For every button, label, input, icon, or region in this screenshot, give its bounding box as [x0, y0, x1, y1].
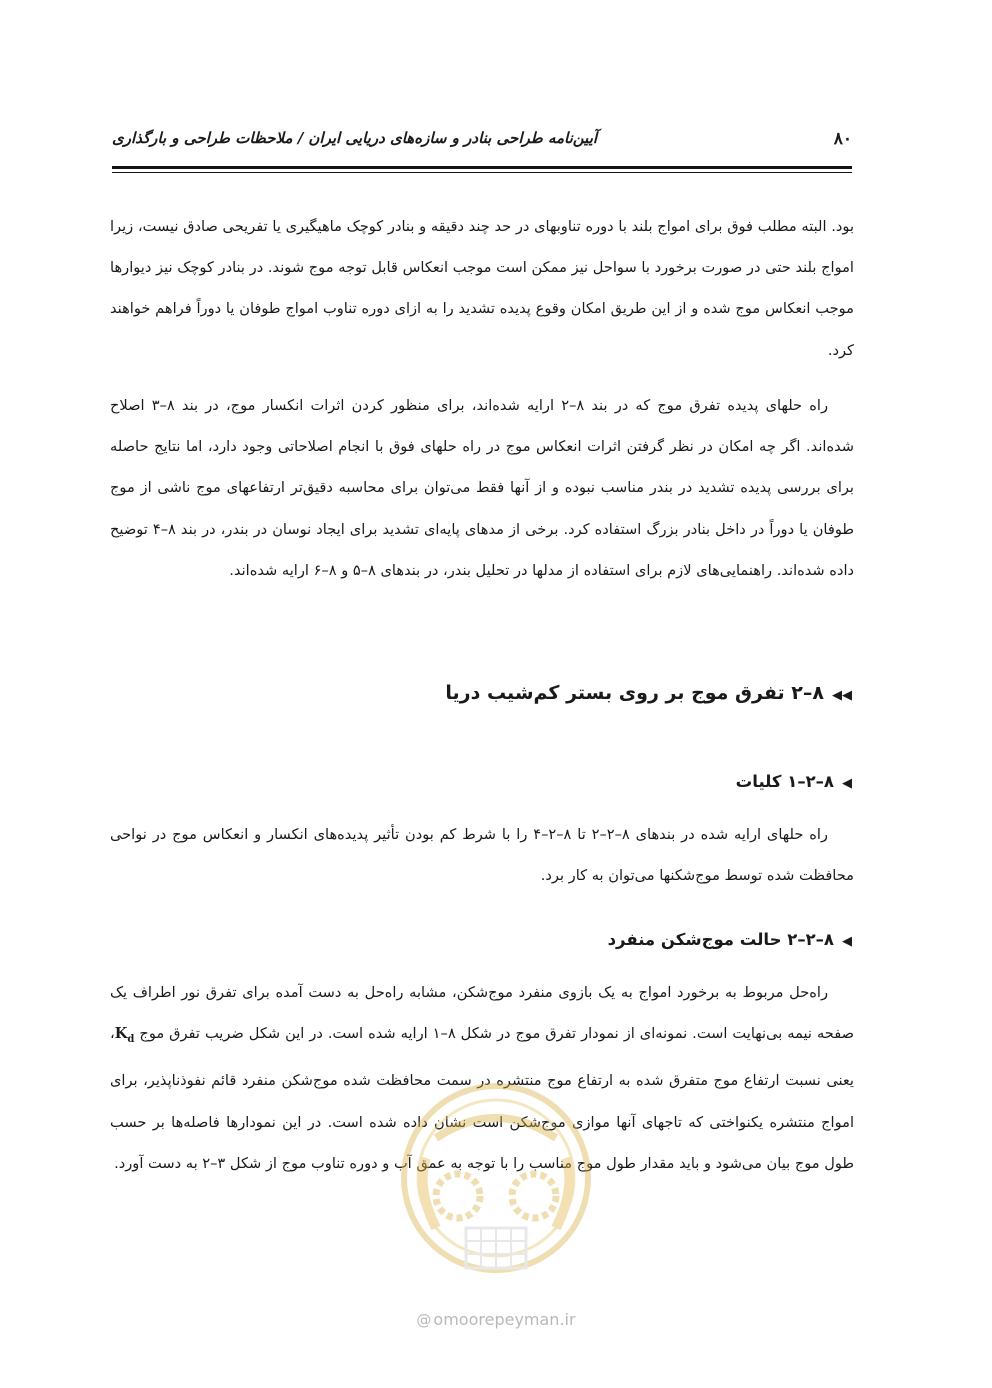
subsection-title-single-breakwater: ۸–۲–۲ حالت موج‌شکن منفرد	[607, 930, 834, 949]
running-header	[112, 127, 852, 157]
watermark-url	[0, 1310, 992, 1329]
watermark-url-text: omoorepeyman.ir	[433, 1310, 576, 1329]
paragraph-text-part-b: ، یعنی نسبت ارتفاع موج متفرق شده به ارتفاع موج منتشره در سمت محافظت شده موج‌شکن منفرد قائم نفوذناپذیر، برای امواج منتشره یکنواختی که تاجهای آنها موازی موج‌شکن است نشان داده شده است. در این نمودارها فاصله‌ها بر حسب طول موج بیان می‌شود و باید مقدار طول موج مناسب را با توجه به عمق آب و دوره تناوب موج از شکل ۳–۲ به دست آورد.	[110, 1025, 854, 1172]
paragraph-refraction: راه حلهای پدیده تفرق موج که در بند ۸–۲ ارایه شده‌اند، برای منظور کردن اثرات انکسار موج، در بند ۸–۳ اصلاح شده‌اند. اگر چه امکان در نظر گرفتن اثرات انعکاس موج در راه حلهای فوق با انجام اصلاحاتی وجود دارد، اما نتایج حاصله برای بررسی پدیده تشدید در بندر مناسب نبوده و از آنها فقط می‌توان برای محاسبه دقیق‌تر ارتفاعهای موج ناشی از موج طوفان یا دوراً در داخل بنادر بزرگ استفاده کرد. برخی از مدهای پایه‌ای تشدید برای ایجاد نوسان در بندر، در بند ۸–۴ توضیح داده شده‌اند. راهنمایی‌های لازم برای استفاده از مدلها در تحلیل بندر، در بندهای ۸–۵ و ۸–۶ ارایه شده‌اند.	[110, 397, 854, 579]
subsection-marker-icon: ◀	[842, 776, 852, 791]
page-number: ۸۰	[833, 129, 852, 149]
running-title: آیین‌نامه طراحی بنادر و سازه‌های دریایی ایران / ملاحظات طراحی و بارگذاری	[112, 129, 598, 147]
subsection-title-general: ۸–۲–۱ کلیات	[735, 772, 834, 791]
paragraph-single-breakwater	[110, 972, 854, 1184]
paragraph-continuation: بود. البته مطلب فوق برای امواج بلند با دوره تناوبهای در حد چند دقیقه و بنادر کوچک ماهیگیری یا تفریحی صادق نیست، زیرا امواج بلند حتی در صورت برخورد با سواحل نیز ممکن است موجب انعکاس قابل توجه موج شوند. در بنادر کوچک نیز دیوارها موجب انعکاس موج شده و از این طریق امکان وقوع پدیده تشدید را به ازای دوره تناوب امواج طوفان یا دوراً فراهم خواهند کرد.	[110, 218, 854, 359]
section-title: ۸–۲ تفرق موج بر روی بستر کم‌شیب دریا	[445, 682, 824, 704]
header-rule-thick	[112, 166, 852, 169]
paragraph-text-part-a: راه‌حل مربوط به برخورد امواج به یک بازوی منفرد موج‌شکن، مشابه راه‌حل به دست آمده برای تفرق نور اطراف یک صفحه نیمه بی‌نهایت است. نمونه‌ای از نمودار تفرق موج در شکل ۸–۱ ارایه شده است. در این شکل ضریب تفرق موج	[110, 984, 854, 1043]
diffraction-coefficient-symbol: $K_d$	[114, 1025, 135, 1046]
at-icon: @	[416, 1311, 432, 1329]
paragraph-general: راه حلهای ارایه شده در بندهای ۸–۲–۲ تا ۸–۲–۴ را با شرط کم بودن تأثیر پدیده‌های انکسار و انعکاس موج در نواحی محافظت شده توسط موج‌شکنها می‌توان به کار برد.	[110, 826, 854, 885]
subsection-heading-general	[736, 772, 852, 791]
section-heading	[445, 682, 852, 704]
section-marker-icon: ◀◀	[832, 688, 852, 703]
header-rule-thin	[112, 172, 852, 173]
subsection-marker-icon: ◀	[842, 934, 852, 949]
subsection-heading-single-breakwater	[608, 930, 852, 949]
